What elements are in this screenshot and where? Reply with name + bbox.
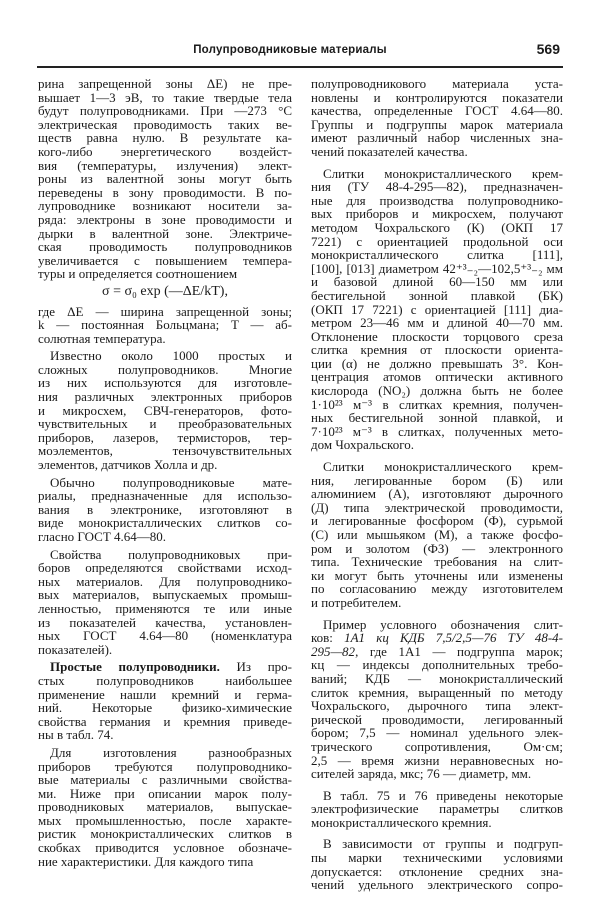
text-line: ны в табл. 74. — [38, 727, 114, 743]
text-line: электрофизические параметры слитков — [311, 801, 563, 817]
text-line: ции (α) не должно превышать 3°. Кон- — [311, 355, 563, 371]
text-line: 7·10²³ м⁻³ в слитках, полученных мето- — [311, 423, 563, 439]
text-line: вания в электронике, изготовляют в — [38, 501, 292, 517]
text-line: ных материалов. Для полупроводнико- — [38, 573, 292, 589]
text-line: рической проводимости, легированный — [311, 711, 563, 727]
text-line: трического сопротивления, Ом·см; — [311, 738, 563, 754]
text-line: k — постоянная Больцмана; T — аб- — [38, 317, 292, 333]
text-line: стых полупроводников наибольшее — [38, 672, 292, 688]
text-line: лупроводнике возникают носители за- — [38, 198, 292, 214]
text-line: солютная температура. — [38, 330, 166, 346]
text-line: ми. Ниже при описании марок полу- — [38, 785, 292, 801]
text-line: и легированные фосфором (Ф), сурьмой — [311, 513, 563, 529]
italic-designation: 295—82 — [311, 643, 356, 659]
text-line: алюминием (А), изготовляют дырочного — [311, 486, 563, 502]
text-line: вые материалы с различными свойства- — [38, 772, 292, 788]
text-line: ряда: электроны в зоне проводимости и — [38, 211, 292, 227]
text-line: кислорода (NO₂) должна быть не более — [311, 383, 563, 399]
text-line: переведены в зону проводимости. В по- — [38, 184, 292, 200]
text-line: Свойства полупроводниковых при- — [50, 546, 292, 562]
text-line: и потребителем. — [311, 594, 402, 610]
text-line: ществ равна нулю. В результате ка- — [38, 130, 292, 146]
text-line: ние характеристики. Для каждого типа — [38, 853, 254, 869]
text-segment: Из про- — [219, 659, 292, 675]
text-line: свойства германия и кремния приведе- — [38, 713, 292, 729]
text-line: Слитки монокристаллического крем- — [323, 165, 563, 181]
text-line: чувствительных и преобразовательных — [38, 416, 292, 432]
text-line: допускается: отклонение средних зна- — [311, 863, 563, 879]
text-line: В зависимости от группы и подгруп- — [323, 836, 563, 852]
text-line: из показателей качества, установлен- — [38, 614, 292, 630]
text-line: увеличивается с повышением темпера- — [38, 252, 292, 268]
text-line: скобках приводится условное обозначе- — [38, 840, 292, 856]
text-segment: ков: — [311, 630, 345, 646]
text-line: и базовой длиной 60—150 мм или — [311, 274, 563, 290]
paragraph — [38, 349, 292, 471]
text-line — [38, 660, 292, 674]
text-line: монокристаллического слитка [111], — [311, 247, 563, 263]
text-line: σ = σ₀ exp (—ΔE/kT), — [102, 283, 228, 299]
text-line: центрация атомов оптически активного — [311, 369, 563, 385]
text-line: слиток кремния, выращенный по методу — [311, 684, 563, 700]
text-line: слитка кремния от плоскости ориента- — [311, 342, 563, 358]
italic-designation: 1А1 кц КДБ 7,5/2,5—76 ТУ 48-4- — [344, 630, 563, 646]
text-line: чений показателей качества. — [311, 143, 468, 159]
text-line: Известно около 1000 простых и — [50, 348, 292, 364]
paragraph — [38, 548, 292, 657]
text-line: Чохральского, дырочного типа элект- — [311, 698, 563, 714]
text-line: ристик монокристаллических слитков в — [38, 826, 292, 842]
text-line: качества, определенные ГОСТ 4.64—80. — [311, 103, 563, 119]
text-line: виде монокристаллических слитков со- — [38, 515, 292, 531]
text-line: кого-либо энергетического воздейст- — [38, 143, 292, 159]
paragraph — [38, 746, 292, 868]
text-line: Обычно полупроводниковые мате- — [50, 474, 292, 490]
text-line: сложных полупроводников. Многие — [38, 361, 292, 377]
text-line: пы марки техническими условиями — [311, 850, 563, 866]
text-line: роны из валентной зоны могут быть — [38, 171, 292, 187]
text-line: Группы и подгруппы марок материала — [311, 116, 563, 132]
text-line: 2,5 — время жизни неравновесных но- — [311, 752, 563, 768]
paragraph — [38, 476, 292, 544]
running-header-title: Полупроводниковые материалы — [193, 44, 387, 56]
text-line: туры и определяется соотношением — [38, 266, 238, 282]
text-line: Слитки монокристаллического крем- — [323, 459, 563, 475]
text-line: ных ГОСТ 4.64—80 (номенклатура — [38, 628, 292, 644]
text-line: ваний; КДБ — монокристаллический — [311, 670, 563, 686]
text-line: ния (ТУ 48-4-295—82), предназначен- — [311, 179, 563, 195]
text-line: вых материалов, выпускаемых промыш- — [38, 587, 292, 603]
text-line: ных бестигельной зонной плавкой, и — [311, 410, 563, 426]
text-line: элементов, датчиков Холла и др. — [38, 457, 218, 473]
paragraph — [311, 460, 563, 610]
text-line: ская проводимость полупроводников — [38, 239, 292, 255]
text-line: применение нашли кремний и герма- — [38, 686, 292, 702]
text-line — [311, 645, 563, 659]
text-line: гласно ГОСТ 4.64—80. — [38, 529, 167, 544]
text-line: будут полупроводниками. При —273 °C — [38, 103, 292, 119]
text-line: ром и золотом (ФЗ) — электронного — [311, 540, 563, 556]
paragraph — [38, 305, 292, 346]
text-line: В табл. 75 и 76 приведены некоторые — [323, 787, 563, 803]
text-line: риалы, предназначенные для использо- — [38, 488, 292, 504]
paragraph — [311, 618, 563, 781]
text-line: (Д) типа электрической проводимости, — [311, 499, 563, 515]
text-line: новлены и контролируются показатели — [311, 89, 563, 105]
text-line: метром 23—46 мм и длиной 40—70 мм. — [311, 315, 563, 331]
text-line: моэлементов, тензочувствительных — [38, 443, 292, 459]
text-line: 7221) с ориентацией продольной оси — [311, 233, 563, 249]
header-rule — [37, 66, 563, 68]
right-column — [311, 77, 563, 892]
text-line: вышает 1—3 эВ, то такие твердые тела — [38, 89, 292, 105]
text-line: ний. Некоторые физико-химические — [38, 700, 292, 716]
text-line: (С) или мышьяком (М), а также фосфо- — [311, 527, 563, 542]
text-line: рина запрещенной зоны ΔE) не пре- — [38, 76, 292, 91]
page-number: 569 — [536, 41, 560, 57]
text-line — [311, 631, 563, 645]
formula — [38, 285, 292, 299]
text-line: Пример условного обозначения слит- — [323, 616, 563, 632]
paragraph — [311, 167, 563, 452]
bold-run-in-heading: Простые полупроводники. — [50, 659, 220, 675]
text-line: где ΔE — ширина запрещенной зоны; — [38, 303, 292, 319]
text-line: из них используются для изготовле- — [38, 375, 292, 391]
paragraph — [311, 77, 563, 159]
text-line: приборов требуются полупроводнико- — [38, 758, 292, 774]
text-line: кц — индексы дополнительных требо- — [311, 657, 563, 673]
paragraph — [38, 77, 292, 281]
text-line: по согласованию между изготовителем — [311, 581, 563, 597]
text-line: вых приборов и микросхем, получают — [311, 206, 563, 222]
text-line: методом Чохральского (К) (ОКП 17 — [311, 219, 563, 235]
text-line: вия (температуры, излучения) элект- — [38, 157, 292, 173]
text-line: проводниковых материалов, выпускае- — [38, 799, 292, 815]
text-line: ные для производства полупроводнико- — [311, 192, 563, 208]
text-line: бором; 7,5 — номинал удельного элек- — [311, 725, 563, 741]
text-line: дырки в валентной зоне. Электриче- — [38, 225, 292, 241]
text-line: ния, легированные бором (Б) или — [311, 472, 563, 488]
text-line: ки могут быть уточнены или изменены — [311, 567, 563, 583]
text-segment: , где 1А1 — подгруппа марок; — [355, 643, 563, 659]
text-line: монокристаллического кремния. — [311, 814, 492, 830]
text-line: Отклонение плоскости торцового среза — [311, 328, 563, 344]
left-column — [38, 77, 292, 868]
text-line: ния различных электронных приборов — [38, 389, 292, 405]
text-line: 1·10²³ м⁻³ в слитках кремния, получен- — [311, 396, 563, 412]
paragraph — [38, 660, 292, 742]
paragraph — [311, 837, 563, 891]
text-line: Для изготовления разнообразных — [50, 744, 292, 760]
text-line: сителей заряда, мкс; 76 — диаметр, мм. — [311, 766, 532, 782]
text-line: бестигельной зонной плавкой (БК) — [311, 287, 563, 303]
text-line: боров определяются свойствами исход- — [38, 560, 292, 576]
text-line: чений удельного электрического сопро- — [311, 877, 563, 893]
text-line: (ОКП 17 7221) с ориентацией [111] диа- — [311, 301, 563, 317]
text-line: типа. Технические требования на слит- — [311, 554, 563, 570]
text-line: приборов, лазеров, термисторов, тер- — [38, 429, 292, 445]
text-line: ленностью, применяются те или иные — [38, 600, 292, 616]
text-line: и микросхем, СВЧ-генераторов, фото- — [38, 402, 292, 418]
text-line: [100], [013] диаметром 42⁺³₋₂—102,5⁺³₋₂ мм — [311, 260, 563, 276]
text-line: мых промышленностью, после характе- — [38, 812, 292, 828]
text-line: дом Чохральского. — [311, 437, 414, 453]
text-line: имеют различный набор численных зна- — [311, 130, 563, 146]
text-line: электрическая проводимость таких ве- — [38, 116, 292, 132]
paragraph — [311, 789, 563, 830]
text-line: показателей). — [38, 641, 113, 657]
text-line: полупроводникового материала уста- — [311, 76, 563, 91]
